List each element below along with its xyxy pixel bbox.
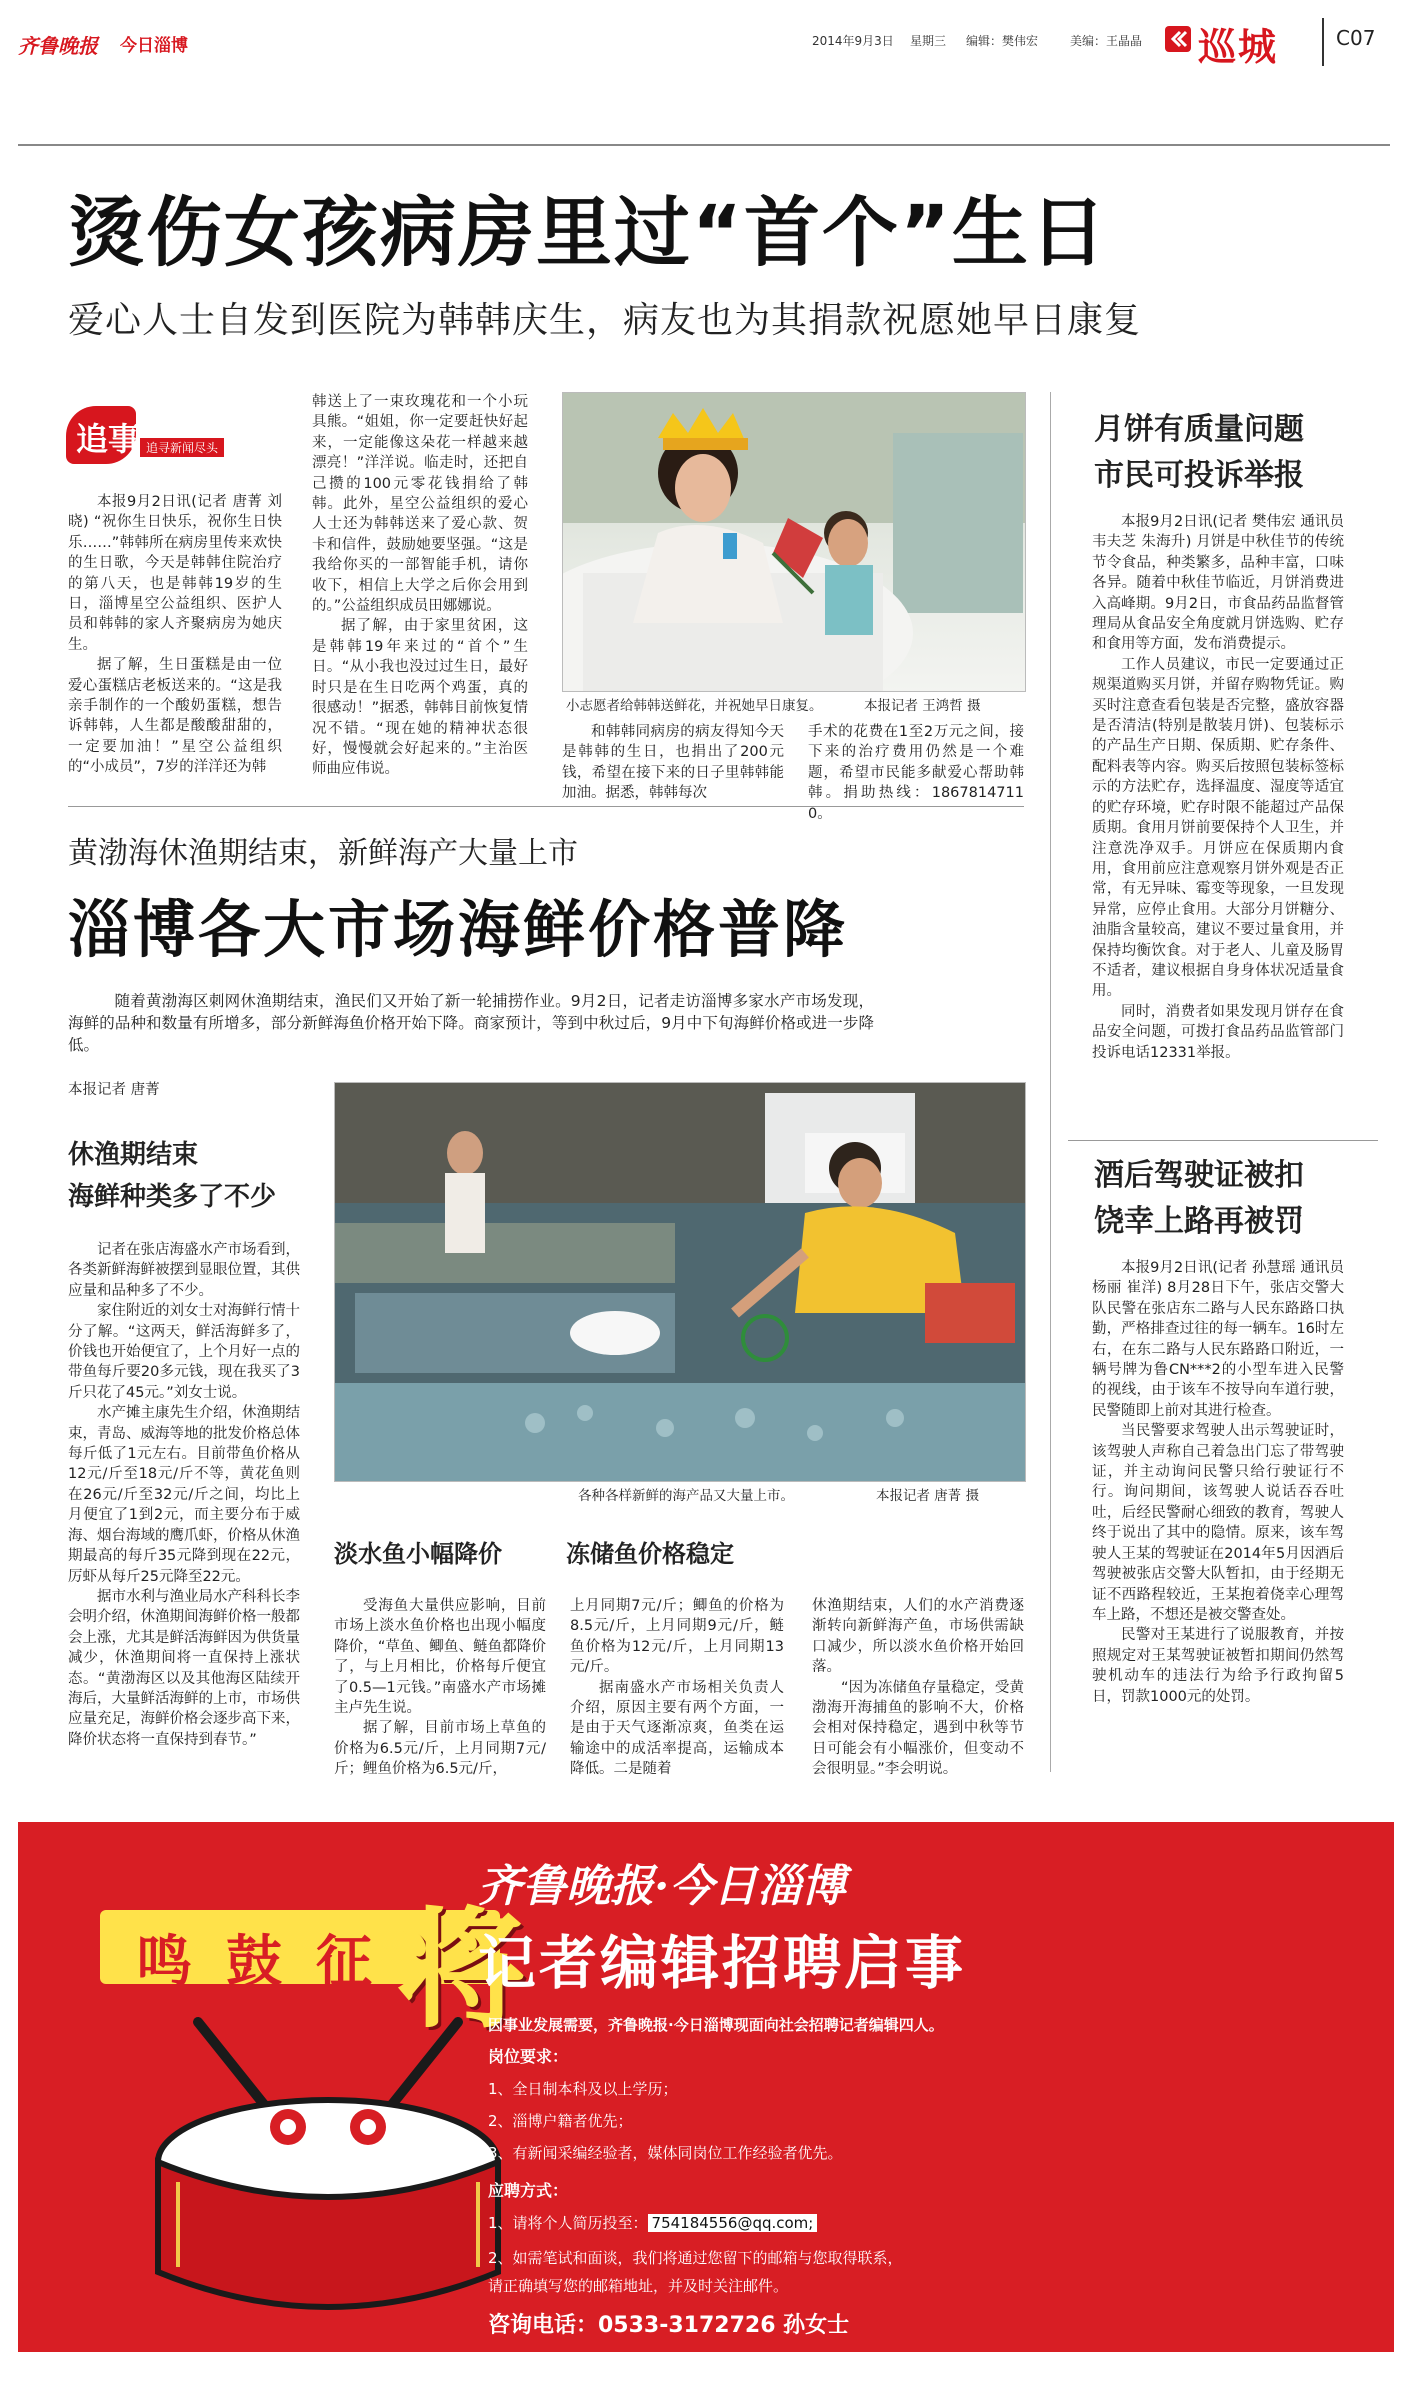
page-number: C07 bbox=[1336, 26, 1376, 50]
story1-photo-caption: 小志愿者给韩韩送鲜花，并祝她早日康复。 bbox=[566, 698, 823, 714]
paragraph: 据了解，生日蛋糕是由一位爱心蛋糕店老板送来的。“这是我亲手制作的一个酸奶蛋糕，想告诉韩韩，人生都是酸酸甜甜的，一定要加油！”星空公益组织的“小成员”，7岁的洋洋还为韩 bbox=[68, 657, 282, 776]
story2-photo-caption: 各种各样新鲜的海产品又大量上市。 bbox=[578, 1488, 794, 1504]
story1-headline: 烫伤女孩病房里过“首个”生日 bbox=[68, 188, 1108, 277]
drum-char-3: 征 bbox=[316, 1930, 372, 1995]
ad-req-2: 2、淄博户籍者优先； bbox=[488, 2112, 633, 2130]
story2-sub2: 淡水鱼小幅降价 bbox=[334, 1540, 502, 1568]
ad-intro: 因事业发展需要，齐鲁晚报·今日淄博现面向社会招聘记者编辑四人。 bbox=[488, 2016, 944, 2034]
header-date: 2014年9月3日 bbox=[812, 34, 894, 48]
story4-headline-line2: 饶幸上路再被罚 bbox=[1094, 1204, 1304, 1239]
header-designer: 美编：王晶晶 bbox=[1070, 34, 1143, 48]
story2-photo-credit: 本报记者 唐菁 摄 bbox=[876, 1488, 980, 1504]
ad-req-1: 1、全日制本科及以上学历； bbox=[488, 2080, 678, 2098]
paragraph: 民警对王某进行了说服教育，并按照规定对王某驾驶证被暂扣期间仍然驾驶机动车的违法行为给予行政拘留5日，罚款1000元的处罚。 bbox=[1092, 1627, 1344, 1705]
drum-char-1: 鸣 bbox=[136, 1930, 192, 1995]
story2-lead bbox=[68, 990, 874, 1056]
right-column-rule bbox=[1050, 392, 1051, 1772]
section-name: 巡城 bbox=[1198, 25, 1279, 69]
ad-apply-1-prefix: 1、请将个人简历投至： bbox=[488, 2214, 648, 2232]
page-header bbox=[0, 0, 1409, 80]
ad-contact: 咨询电话：0533-3172726 孙女士 bbox=[488, 2313, 850, 2338]
story3-body bbox=[1092, 512, 1344, 1063]
story1-bottom-rule bbox=[68, 806, 1024, 807]
ad-apply-1 bbox=[488, 2212, 817, 2233]
recruitment-ad bbox=[18, 1822, 1394, 2352]
story1-col2 bbox=[312, 392, 528, 780]
badge-title: 追事 bbox=[76, 420, 141, 458]
story1-col4 bbox=[808, 722, 1024, 824]
ad-title: 记者编辑招聘启事 bbox=[478, 1929, 967, 1997]
paragraph: 据了解，目前市场上草鱼的价格为6.5元/斤，上月同期7元/斤；鲤鱼价格为6.5元/斤， bbox=[334, 1720, 546, 1778]
paragraph: 工作人员建议，市民一定要通过正规渠道购买月饼，并留存购物凭证。购买时注意查看包装是否完整，盛放容器是否清洁(特别是散装月饼)、包装标示的产品生产日期、保质期、贮存条件、配料表等内容。购买后按照包装标签标示的方法贮存，选择温度、湿度等适宜的贮存环境，贮存时限不能超过产品保质期。食用月饼前要保持个人卫生，并注意洗净双手。月饼应在保质期内食用，食用前应注意观察月饼外观是否正常，有无异味、霉变等现象，一旦发现异常，应停止食用。大部分月饼糖分、油脂含量较高，建议不要过量食用，并保持均衡饮食。对于老人、儿童及肠胃不适者，建议根据自身身体状况适量食用。 bbox=[1092, 656, 1344, 1000]
right-divider bbox=[1068, 1140, 1378, 1141]
paragraph: 受海鱼大量供应影响，目前市场上淡水鱼价格也出现小幅度降价，“草鱼、鲫鱼、鲢鱼都降价了，与上月相比，价格每斤便宜了0.5—1元钱。”南盛水产市场摊主卢先生说。 bbox=[334, 1598, 546, 1717]
section-arrow-icon bbox=[1165, 26, 1191, 52]
story1-subheadline: 爱心人士自发到医院为韩韩庆生，病友也为其捐款祝愿她早日康复 bbox=[68, 300, 1142, 341]
story2-sub1: 休渔期结束 bbox=[68, 1140, 199, 1170]
story3-headline-line1: 月饼有质量问题 bbox=[1094, 412, 1304, 447]
story4-body bbox=[1092, 1258, 1344, 1707]
story2-col-left bbox=[68, 1240, 300, 1750]
paragraph: 上月同期7元/斤；鲫鱼的价格为8.5元/斤，上月同期9元/斤，鲢鱼价格为12元/斤，上月同期13元/斤。 bbox=[570, 1598, 784, 1676]
ad-req-3: 3、有新闻采编经验者，媒体同岗位工作经验者优先。 bbox=[488, 2144, 843, 2162]
story1-photo bbox=[562, 392, 1026, 692]
header-weekday: 星期三 bbox=[910, 34, 947, 48]
ad-apply-2: 2、如需笔试和面谈，我们将通过您留下的邮箱与您取得联系，请正确填写您的邮箱地址，并及时关注邮件。 bbox=[488, 2249, 903, 2295]
badge-sub: 追寻新闻尽头 bbox=[140, 438, 224, 457]
header-divider bbox=[1322, 18, 1324, 66]
paragraph: 韩送上了一束玫瑰花和一个小玩具熊。“姐姐，你一定要赶快好起来，一定能像这朵花一样越来越漂亮！”洋洋说。临走时，还把自己攒的100元零花钱捐给了韩韩。此外，星空公益组织的爱心人士还为韩韩送来了爱心款、贺卡和信件，鼓励她要坚强。“这是我给你买的一部智能手机，请你收下，相信上大学之后你会用到的。”公益组织成员田娜娜说。 bbox=[312, 394, 528, 615]
drum-char-2: 鼓 bbox=[226, 1930, 282, 1995]
paragraph: 家住附近的刘女士对海鲜行情十分了解。“这两天，鲜活海鲜多了，价钱也开始便宜了，上个月好一点的带鱼每斤要20多元钱，现在我买了3斤只花了45元。”刘女士说。 bbox=[68, 1303, 300, 1401]
paragraph: 当民警要求驾驶人出示驾驶证时，该驾驶人声称自己着急出门忘了带驾驶证，并主动询问民警只给行驶证行不行。询问期间，该驾驶人说话吞吞吐吐，后经民警耐心细致的教育，驾驶人终于说出了其中的隐情。原来，该车驾驶人王某的驾驶证在2014年5月因酒后驾驶被张店交警大队暂扣，由于经期无证不西路程较近，王某抱着侥幸心理驾车上路，不想还是被交警查处。 bbox=[1092, 1423, 1344, 1623]
paragraph: 本报9月2日讯(记者 孙慧瑶 通讯员 杨丽 崔洋) 8月28日下午，张店交警大队民警在张店东二路与人民东路路口执勤，严格排查过往的每一辆车。16时左右，在东二路与人民东路路口附近，一辆号牌为鲁CN***2的小型车进入民警的视线，由于该车不按导向车道行驶，民警随即上前对其进行检查。 bbox=[1092, 1260, 1344, 1419]
drum-icon bbox=[138, 2002, 518, 2332]
ad-brand: 齐鲁晚报·今日淄博 bbox=[478, 1861, 846, 1912]
paragraph: 据了解，由于家里贫困，这是韩韩19年来过的“首个”生日。“从小我也没过过生日，最好时只是在生日吃两个鸡蛋，真的很感动！”据悉，韩韩目前恢复情况不错。“现在她的精神状态很好，慢慢就会好起来的。”主治医师曲应伟说。 bbox=[312, 618, 528, 778]
paragraph: 手术的花费在1至2万元之间，接下来的治疗费用仍然是一个难题，希望市民能多献爱心帮助韩韩。捐助热线：18678147110。 bbox=[808, 724, 1024, 822]
paragraph: 水产摊主康先生介绍，休渔期结束，青岛、威海等地的批发价格总体每斤低了1元左右。目前带鱼价格从12元/斤至18元/斤不等，黄花鱼则在26元/斤至32元/斤之间，均比上月便宜了1到2元，而主要分布于威海、烟台海域的鹰爪虾，价格从休渔期最高的每斤35元降到现在22元，厉虾从每斤25元降至22元。 bbox=[68, 1405, 300, 1585]
drum-char-big: 将 bbox=[396, 1894, 527, 2046]
paragraph: 本报9月2日讯(记者 唐菁 刘晓) “祝你生日快乐，祝你生日快乐……”韩韩所在病房里传来欢快的生日歌，今天是韩韩住院治疗的第八天，也是韩韩19岁的生日，淄博星空公益组织、医护人员和韩韩的家人齐聚病房为她庆生。 bbox=[68, 494, 282, 653]
paragraph: 休渔期结束，人们的水产消费逐渐转向新鲜海产鱼，市场供需缺口减少，所以淡水鱼价格开始回落。 bbox=[812, 1598, 1024, 1676]
story2-photo bbox=[334, 1082, 1026, 1482]
header-editor: 编辑：樊伟宏 bbox=[966, 34, 1039, 48]
story2-col-c bbox=[812, 1596, 1024, 1780]
paragraph: 本报9月2日讯(记者 樊伟宏 通讯员 韦夫芝 朱海升) 月饼是中秋佳节的传统节令食品，种类繁多，品种丰富，口味各异。随着中秋佳节临近，月饼消费进入高峰期。9月2日，市食品药品监督管理局从食品安全角度就月饼选购、贮存和食用等方面，发布消费提示。 bbox=[1092, 514, 1344, 653]
story2-byline: 本报记者 唐菁 bbox=[68, 1082, 160, 1098]
paragraph: 记者在张店海盛水产市场看到，各类新鲜海鲜被摆到显眼位置，其供应量和品种多了不少。 bbox=[68, 1242, 300, 1299]
header-rule bbox=[18, 144, 1390, 146]
story4-headline-line1: 酒后驾驶证被扣 bbox=[1094, 1158, 1304, 1193]
paragraph: 同时，消费者如果发现月饼存在食品安全问题，可拨打食品药品监管部门投诉电话12331举报。 bbox=[1092, 1003, 1344, 1061]
story3-headline-line2: 市民可投诉举报 bbox=[1094, 458, 1304, 493]
masthead-logo: 齐鲁晚报 bbox=[18, 34, 98, 58]
story1-col3 bbox=[562, 722, 784, 804]
story2-col-b bbox=[570, 1596, 784, 1780]
ad-apply-title: 应聘方式： bbox=[488, 2181, 569, 2200]
paragraph: “因为冻储鱼存量稳定，受黄渤海开海捕鱼的影响不大，价格会相对保持稳定，遇到中秋等节日可能会有小幅涨价，但变动不会很明显。”李会明说。 bbox=[812, 1679, 1024, 1778]
story2-col-a bbox=[334, 1596, 546, 1780]
paragraph: 据市水利与渔业局水产科科长李会明介绍，休渔期间海鲜价格一般都会上涨，尤其是鲜活海鲜因为供货量减少，休渔期间将一直保持上涨状态。“黄渤海区以及其他海区陆续开海后，大量鲜活海鲜的上市，市场供应量充足，海鲜价格会逐步高下来，降价状态将一直保持到春节。” bbox=[68, 1588, 300, 1748]
story1-badge bbox=[66, 400, 256, 470]
story2-sub3: 冻储鱼价格稳定 bbox=[566, 1540, 734, 1568]
ad-req-title: 岗位要求： bbox=[488, 2047, 569, 2066]
story2-sub1b: 海鲜种类多了不少 bbox=[68, 1182, 277, 1212]
ad-email[interactable]: 754184556@qq.com; bbox=[648, 2214, 818, 2232]
story1-col1 bbox=[68, 492, 282, 778]
story1-photo-credit: 本报记者 王鸿哲 摄 bbox=[864, 698, 981, 714]
story2-kicker: 黄渤海休渔期结束，新鲜海产大量上市 bbox=[68, 836, 578, 871]
paragraph: 据南盛水产市场相关负责人介绍，原因主要有两个方面，一是由于天气逐渐凉爽，鱼类在运输途中的成活率提高，运输成本降低。二是随着 bbox=[570, 1679, 784, 1778]
paragraph: 和韩韩同病房的病友得知今天是韩韩的生日，也捐出了200元钱，希望在接下来的日子里韩韩能加油。据悉，韩韩每次 bbox=[562, 724, 784, 802]
section-left-label: 今日淄博 bbox=[120, 36, 188, 56]
paragraph: 随着黄渤海区刺网休渔期结束，渔民们又开始了新一轮捕捞作业。9月2日，记者走访淄博多家水产市场发现，海鲜的品种和数量有所增多，部分新鲜海鱼价格开始下降。商家预计，等到中秋过后，9月中下旬海鲜价格或进一步降低。 bbox=[68, 992, 874, 1054]
story2-headline: 淄博各大市场海鲜价格普降 bbox=[68, 893, 849, 966]
